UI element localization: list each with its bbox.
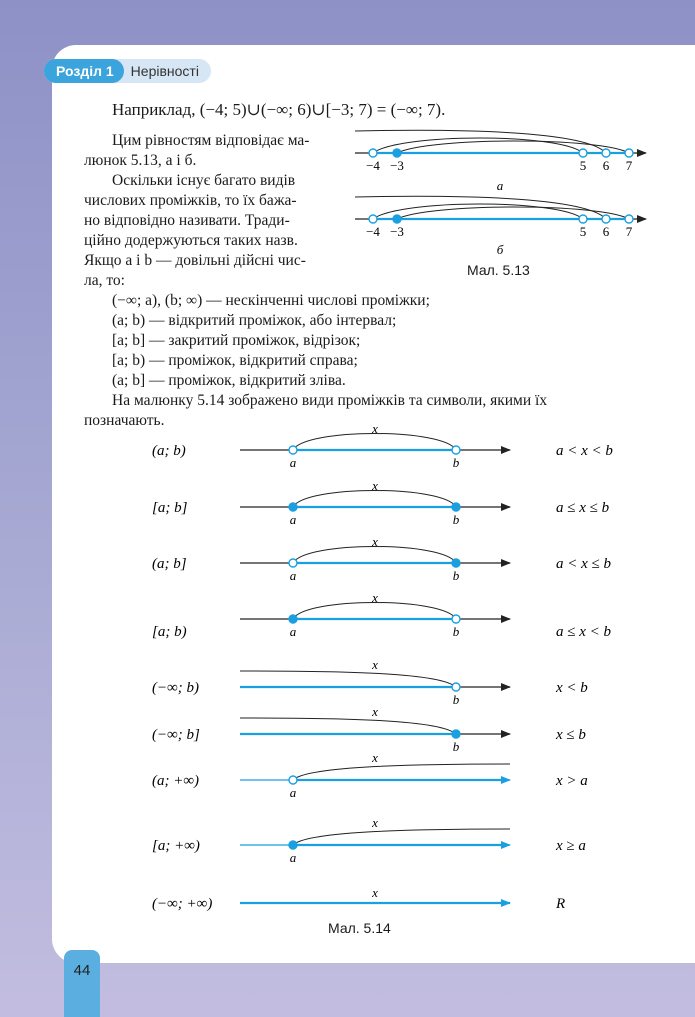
interval-notation: [a; b] — [152, 500, 188, 516]
example-line: Наприклад, (−4; 5)∪(−∞; 6)∪[−3; 7) = (−∞; 7). — [112, 100, 446, 119]
point-label-left: a — [289, 850, 297, 865]
para2-line1: Оскільки існує багато видів — [112, 172, 296, 189]
inequality: x ≤ b — [556, 727, 586, 743]
open-point — [452, 615, 460, 623]
definition-3: [a; b] — закритий проміжок, відрізок; — [112, 332, 361, 349]
variable-label: x — [372, 590, 378, 605]
interval-notation: (−∞; +∞) — [152, 896, 213, 912]
closed-point — [393, 215, 401, 223]
para2-line4: ційно додержуються таких назв. — [84, 232, 298, 249]
closed-point — [289, 841, 297, 849]
para2-line6: ла, то: — [84, 272, 125, 289]
para3-line2: позначають. — [84, 412, 165, 429]
tick-label: 7 — [625, 158, 633, 173]
closed-point — [452, 730, 460, 738]
interval-notation: (a; b) — [152, 443, 186, 459]
open-point — [369, 149, 377, 157]
variable-label: x — [372, 478, 378, 493]
open-point — [289, 776, 297, 784]
fig513-caption: Мал. 5.13 — [467, 262, 530, 278]
open-point — [452, 446, 460, 454]
point-label-left: a — [289, 624, 297, 639]
closed-point — [393, 149, 401, 157]
variable-label: x — [372, 885, 378, 900]
point-label-right: b — [452, 455, 460, 470]
para3-line1: На малюнку 5.14 зображено види проміжків та символи, якими їх — [112, 392, 548, 409]
interval-arc — [293, 829, 510, 845]
para1-line2: люнок 5.13, а і б. — [84, 152, 197, 169]
open-point — [369, 215, 377, 223]
point-label-right: b — [452, 624, 460, 639]
page-number: 44 — [64, 950, 100, 1017]
sub-label-a: а — [496, 178, 504, 193]
inequality: R — [556, 896, 566, 912]
open-point — [579, 149, 587, 157]
inequality: x < b — [556, 680, 588, 696]
interval-notation: (a; b] — [152, 556, 187, 572]
interval-arc — [240, 671, 456, 687]
point-label-left: a — [289, 455, 297, 470]
fig514-row-2 — [152, 534, 612, 583]
fig514-row-7 — [152, 815, 586, 865]
variable-label: x — [372, 657, 378, 672]
tick-label: 6 — [602, 158, 610, 173]
point-label-right: b — [452, 692, 460, 707]
open-point — [452, 683, 460, 691]
fig513b — [355, 196, 646, 257]
interval-notation: [a; +∞) — [152, 838, 200, 854]
open-point — [289, 446, 297, 454]
sub-label-b: б — [496, 242, 504, 257]
section-label: Розділ 1 — [44, 59, 124, 83]
para2-line3: но відповідно називати. Тради- — [84, 212, 290, 229]
point-label-left: a — [289, 568, 297, 583]
inequality: a < x ≤ b — [556, 556, 612, 572]
variable-label: x — [372, 750, 378, 765]
inequality: a ≤ x ≤ b — [556, 500, 610, 516]
inequality: x ≥ a — [556, 838, 586, 854]
open-point — [289, 559, 297, 567]
fig513a — [355, 130, 646, 193]
open-point — [625, 215, 633, 223]
definition-5: (a; b] — проміжок, відкритий зліва. — [112, 372, 346, 389]
variable-label: x — [372, 704, 378, 719]
point-label-right: b — [452, 512, 460, 527]
interval-notation: (a; +∞) — [152, 773, 200, 789]
para2-line5: Якщо a і b — довільні дійсні чис- — [84, 252, 306, 269]
topic-label: Нерівності — [130, 63, 199, 79]
variable-label: x — [372, 421, 378, 436]
interval-notation: (−∞; b] — [152, 727, 200, 743]
closed-point — [289, 503, 297, 511]
closed-point — [452, 559, 460, 567]
arc-interval-3 — [397, 141, 629, 153]
interval-arc — [240, 718, 456, 734]
point-label-left: a — [289, 512, 297, 527]
point-label-right: b — [452, 568, 460, 583]
tick-label: 7 — [625, 224, 633, 239]
fig514-row-0 — [152, 421, 613, 470]
open-point — [602, 215, 610, 223]
open-point — [602, 149, 610, 157]
interval-notation: (−∞; b) — [152, 680, 200, 696]
tick-label: −3 — [390, 224, 404, 239]
open-point — [579, 215, 587, 223]
definition-1: (−∞; a), (b; ∞) — нескінченні числові проміжки; — [112, 292, 430, 309]
para1-line1: Цим рівностям відповідає ма- — [112, 132, 310, 149]
interval-arc — [293, 764, 510, 780]
para2-line2: числових проміжків, то їх бажа- — [84, 192, 297, 209]
fig514-row-8 — [152, 885, 565, 912]
closed-point — [289, 615, 297, 623]
definition-2: (a; b) — відкритий проміжок, або інтервал; — [112, 312, 397, 329]
fig514-caption: Мал. 5.14 — [328, 920, 391, 936]
tick-label: −4 — [366, 158, 380, 173]
fig514-row-6 — [152, 750, 588, 800]
fig514-row-5 — [152, 704, 586, 754]
inequality: a ≤ x < b — [556, 624, 612, 640]
tick-label: 5 — [579, 158, 587, 173]
point-label-right: b — [452, 739, 460, 754]
interval-notation: [a; b) — [152, 624, 187, 640]
fig514-row-4 — [152, 657, 588, 707]
tick-label: −4 — [366, 224, 380, 239]
inequality: a < x < b — [556, 443, 613, 459]
tick-label: −3 — [390, 158, 404, 173]
fig514-row-3 — [152, 590, 612, 640]
tick-label: 6 — [602, 224, 610, 239]
closed-point — [452, 503, 460, 511]
fig514-row-1 — [152, 478, 610, 527]
open-point — [625, 149, 633, 157]
variable-label: x — [372, 815, 378, 830]
definition-4: [a; b) — проміжок, відкритий справа; — [112, 352, 358, 369]
point-label-left: a — [289, 785, 297, 800]
tick-label: 5 — [579, 224, 587, 239]
arc-interval-3 — [397, 207, 629, 219]
variable-label: x — [372, 534, 378, 549]
inequality: x > a — [556, 773, 588, 789]
